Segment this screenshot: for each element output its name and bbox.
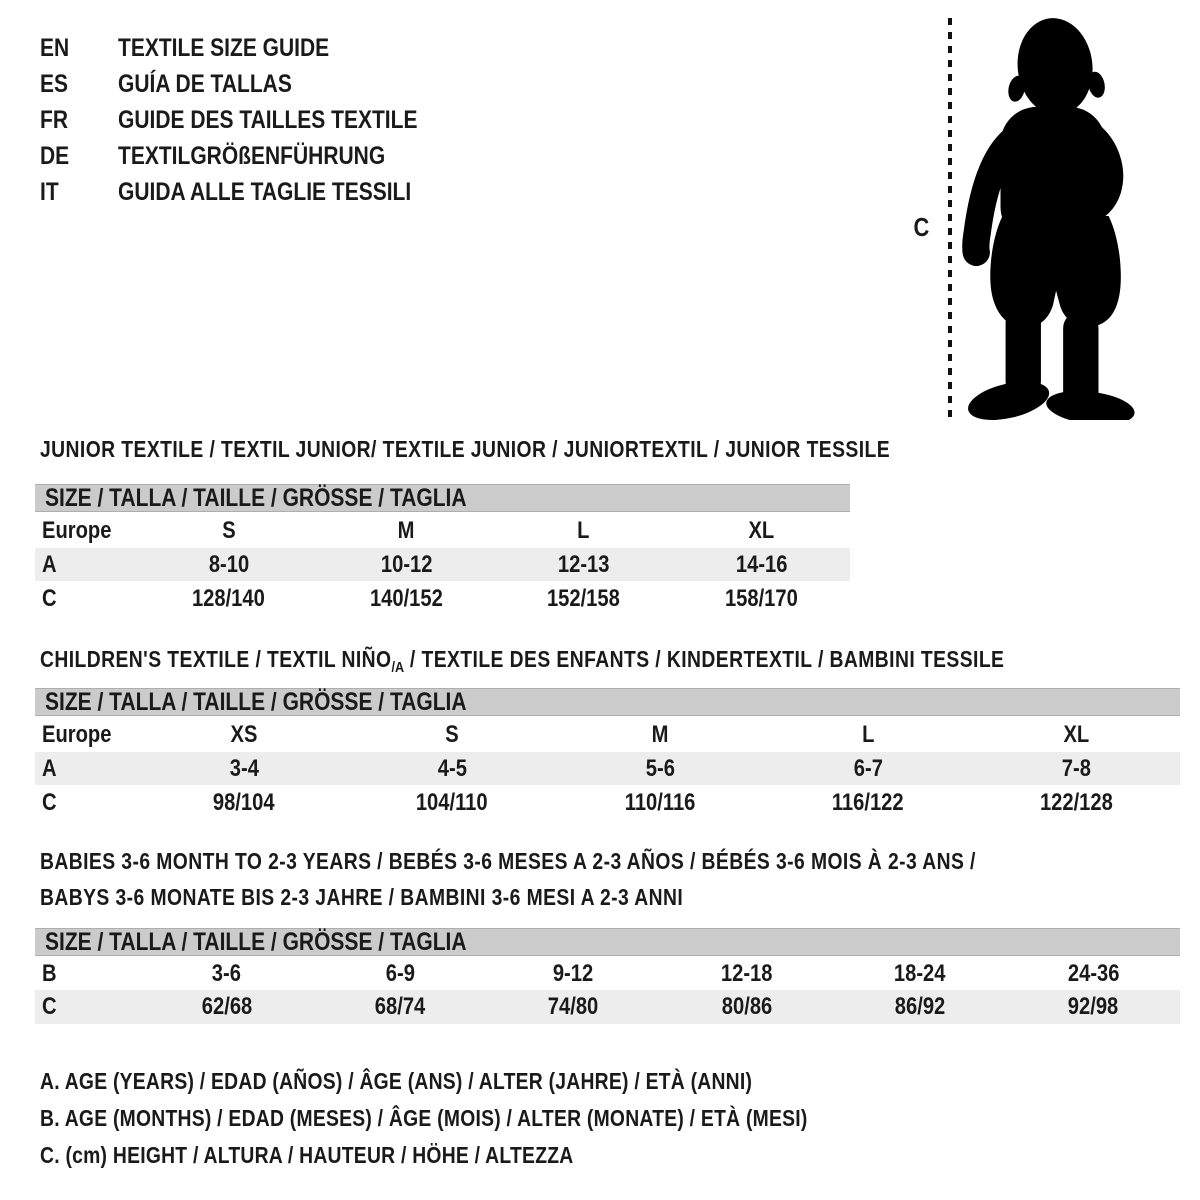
children-size-header-bar: SIZE / TALLA / TAILLE / GRÖSSE / TAGLIA (35, 688, 1180, 716)
language-code-de: DE (40, 141, 70, 170)
age-cell: 18-24 (894, 960, 946, 987)
age-cell: 6-9 (385, 960, 415, 987)
height-cell: 104/110 (416, 788, 488, 816)
height-cell: 68/74 (374, 993, 426, 1020)
language-row-de (40, 138, 475, 174)
legend-age-months: B. AGE (MONTHS) / EDAD (MESES) / ÂGE (MOIS) / ALTER (MONATE) / ETÀ (MESI) (40, 1105, 808, 1131)
row-label: A (42, 550, 57, 578)
babies-section-title-line2: BABYS 3-6 MONATE BIS 2-3 JAHRE / BAMBINI 3-6 MESI A 2-3 ANNI (40, 884, 684, 910)
babies-size-table (35, 928, 1180, 1024)
height-cell: 128/140 (192, 584, 266, 612)
height-cell: 152/158 (547, 584, 621, 612)
age-cell: 8-10 (208, 550, 249, 578)
babies-row-age-months (35, 958, 1180, 990)
size-cell: M (397, 517, 415, 544)
page-title-it: GUIDA ALLE TAGLIE TESSILI (118, 177, 412, 206)
height-measure-label: C (913, 212, 930, 242)
size-cell: XL (748, 517, 775, 544)
row-label: Europe (42, 517, 112, 544)
legend-height-cm: C. (cm) HEIGHT / ALTURA / HAUTEUR / HÖHE / ALTEZZA (40, 1142, 574, 1168)
row-label: C (42, 993, 57, 1020)
height-cell: 140/152 (369, 584, 443, 612)
height-cell: 86/92 (894, 993, 946, 1020)
age-cell: 6-7 (853, 754, 883, 782)
page-title-de: TEXTILGRÖßENFÜHRUNG (118, 141, 386, 170)
age-cell: 7-8 (1061, 754, 1091, 782)
size-cell: S (222, 517, 236, 544)
language-row-fr (40, 102, 475, 138)
height-cell: 110/116 (624, 788, 696, 816)
height-cell: 98/104 (213, 788, 275, 816)
language-row-en (40, 30, 475, 66)
babies-size-header-bar: SIZE / TALLA / TAILLE / GRÖSSE / TAGLIA (35, 928, 1180, 956)
height-cell: 80/86 (721, 993, 772, 1020)
page-title-es: GUÍA DE TALLAS (118, 69, 292, 98)
height-cell: 62/68 (201, 993, 252, 1020)
language-code-es: ES (40, 69, 69, 98)
page-title-fr: GUIDE DES TAILLES TEXTILE (118, 105, 418, 134)
age-cell: 14-16 (735, 550, 788, 578)
row-label: C (42, 584, 57, 612)
language-row-it (40, 174, 475, 210)
size-cell: L (577, 517, 590, 544)
page-title-en: TEXTILE SIZE GUIDE (118, 33, 330, 62)
language-title-list (40, 30, 475, 210)
size-cell: L (861, 721, 875, 748)
age-cell: 9-12 (553, 960, 594, 987)
row-label: B (42, 960, 57, 987)
age-cell: 3-6 (212, 960, 242, 987)
nino-a-subscript: /A (391, 659, 405, 676)
age-cell: 10-12 (380, 550, 433, 578)
height-measure-line (946, 18, 954, 418)
junior-section-title: JUNIOR TEXTILE / TEXTIL JUNIOR/ TEXTILE JUNIOR / JUNIORTEXTIL / JUNIOR TESSILE (40, 436, 891, 462)
size-cell: XL (1063, 721, 1089, 748)
size-cell: S (445, 721, 459, 748)
age-cell: 24-36 (1067, 960, 1120, 987)
toddler-silhouette (958, 16, 1140, 420)
language-code-en: EN (40, 33, 70, 62)
age-cell: 12-13 (557, 550, 610, 578)
babies-section-title-line1: BABIES 3-6 MONTH TO 2-3 YEARS / BEBÉS 3-6 MESES A 2-3 AÑOS / BÉBÉS 3-6 MOIS À 2-3 ANS / (40, 848, 976, 874)
junior-row-age (35, 548, 850, 581)
height-cell: 92/98 (1068, 993, 1119, 1020)
language-row-es (40, 66, 475, 102)
babies-row-height (35, 990, 1180, 1024)
size-cell: XS (230, 721, 258, 748)
children-section-title: CHILDREN'S TEXTILE / TEXTIL $NIÑO_{/A}$ / TEXTILE DES ENFANTS / KINDERTEXTIL / BAMBINI TESSILE (40, 646, 1005, 676)
age-cell: 3-4 (229, 754, 259, 782)
height-cell: 158/170 (724, 584, 798, 612)
junior-size-header-bar: SIZE / TALLA / TAILLE / GRÖSSE / TAGLIA (35, 484, 850, 512)
age-cell: 5-6 (645, 754, 675, 782)
junior-row-europe (35, 514, 850, 548)
size-cell: M (651, 721, 669, 748)
language-code-fr: FR (40, 105, 68, 134)
children-row-age (35, 752, 1180, 785)
row-label: Europe (42, 721, 112, 748)
junior-size-table (35, 484, 850, 616)
age-cell: 4-5 (437, 754, 467, 782)
children-row-height (35, 785, 1180, 820)
children-size-table (35, 688, 1180, 820)
height-cell: 74/80 (548, 993, 599, 1020)
height-cell: 122/128 (1039, 788, 1113, 816)
row-label: C (42, 788, 57, 816)
legend-age-years: A. AGE (YEARS) / EDAD (AÑOS) / ÂGE (ANS) / ALTER (JAHRE) / ETÀ (ANNI) (40, 1068, 753, 1094)
age-cell: 12-18 (720, 960, 773, 987)
junior-row-height (35, 581, 850, 616)
height-cell: 116/122 (832, 788, 904, 816)
language-code-it: IT (40, 177, 59, 206)
children-row-europe (35, 718, 1180, 752)
row-label: A (42, 754, 57, 782)
